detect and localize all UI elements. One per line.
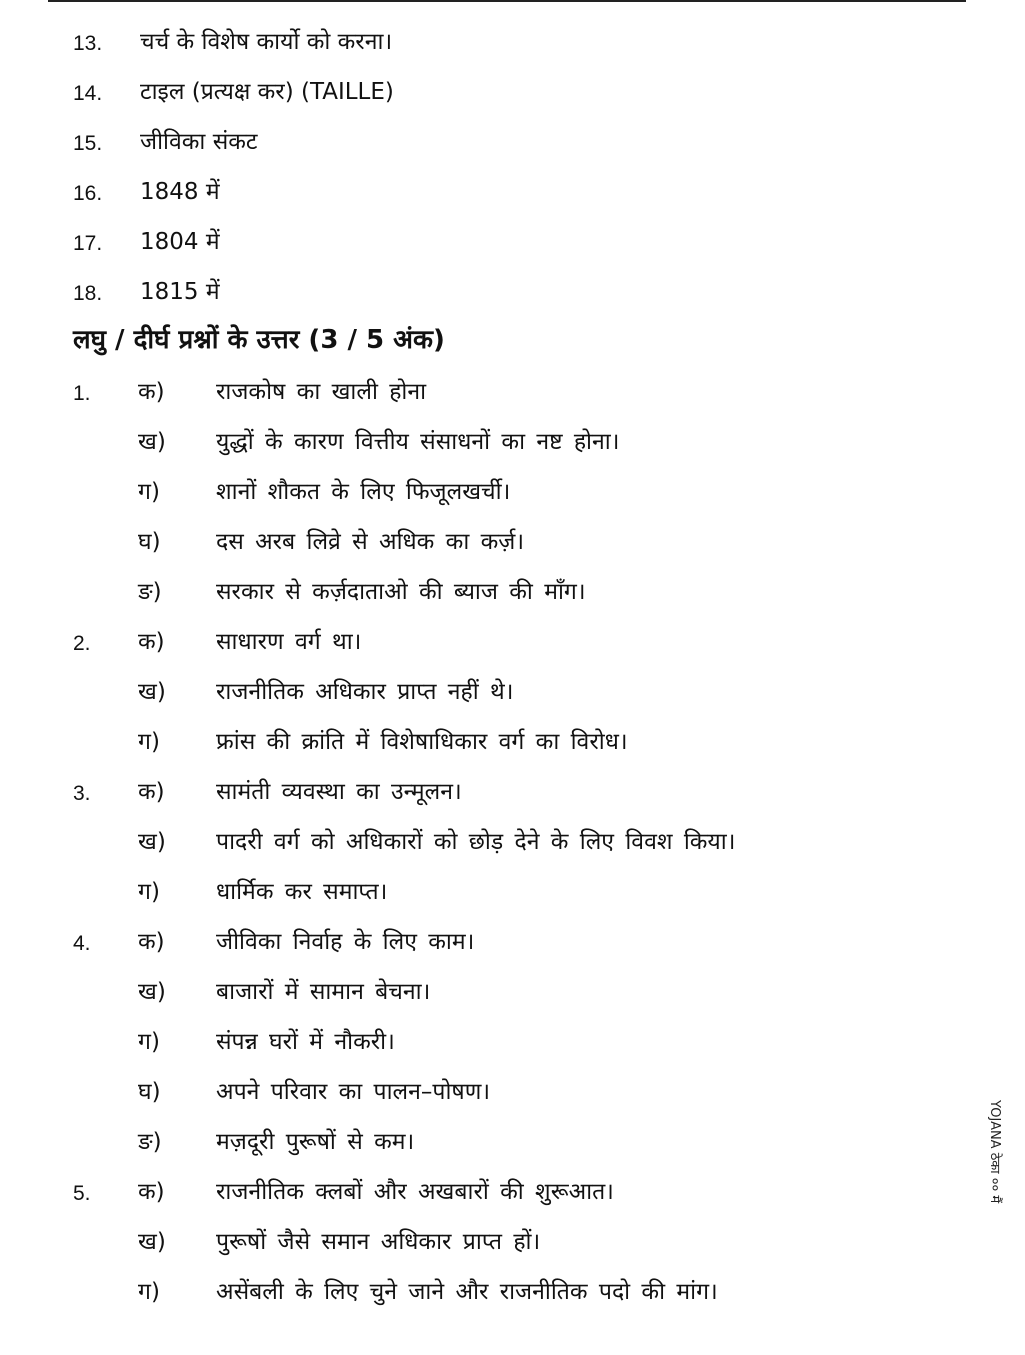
list-item xyxy=(0,22,1025,62)
item-text: चर्च के विशेष कार्यो को करना। xyxy=(140,29,393,55)
sub-text: राजनीतिक क्लबों और अखबारों की शुरूआत। xyxy=(216,1179,614,1205)
sub-label: ख) xyxy=(138,979,166,1005)
sub-label: ख) xyxy=(138,1229,166,1255)
sub-text: दस अरब लिव्रे से अधिक का कर्ज़। xyxy=(216,529,525,555)
sub-text: पुरूषों जैसे समान अधिकार प्राप्त हों। xyxy=(216,1229,541,1255)
sub-text: युद्धों के कारण वित्तीय संसाधनों का नष्ट होना। xyxy=(216,429,620,455)
list-item xyxy=(0,172,1025,212)
answer-number: 3. xyxy=(73,782,91,805)
item-text: 1815 में xyxy=(140,279,220,305)
list-item xyxy=(0,122,1025,162)
sub-text: साधारण वर्ग था। xyxy=(216,629,362,655)
sub-label: क) xyxy=(138,929,165,955)
item-number: 13. xyxy=(73,32,103,55)
sub-label: क) xyxy=(138,779,165,805)
item-number: 18. xyxy=(73,282,103,305)
answer-number: 2. xyxy=(73,632,91,655)
sub-label: ग) xyxy=(138,1279,160,1305)
answer-number: 5. xyxy=(73,1182,91,1205)
sub-text: राजनीतिक अधिकार प्राप्त नहीं थे। xyxy=(216,679,514,705)
sub-text: सरकार से कर्ज़दाताओ की ब्याज की माँग। xyxy=(216,579,586,605)
sub-text: जीविका निर्वाह के लिए काम। xyxy=(216,929,475,955)
item-text: 1848 में xyxy=(140,179,220,205)
sub-text: असेंबली के लिए चुने जाने और राजनीतिक पदो की मांग। xyxy=(216,1279,718,1305)
list-item xyxy=(0,222,1025,262)
answer-row xyxy=(0,472,1025,512)
sub-text: पादरी वर्ग को अधिकारों को छोड़ देने के लिए विवश किया। xyxy=(216,829,736,855)
answer-row xyxy=(0,1222,1025,1262)
item-number: 15. xyxy=(73,132,103,155)
item-text: टाइल (प्रत्यक्ष कर) (TAILLE) xyxy=(140,79,394,105)
sub-label: घ) xyxy=(138,529,161,555)
sub-label: ङ) xyxy=(138,1129,162,1155)
item-text: 1804 में xyxy=(140,229,220,255)
sub-label: क) xyxy=(138,629,165,655)
answer-row xyxy=(0,422,1025,462)
list-item xyxy=(0,272,1025,312)
sub-text: फ्रांस की क्रांति में विशेषाधिकार वर्ग का विरोध। xyxy=(216,729,628,755)
answer-row xyxy=(0,372,1025,412)
sub-label: ख) xyxy=(138,429,166,455)
sub-text: राजकोष का खाली होना xyxy=(216,379,427,405)
answer-row xyxy=(0,772,1025,812)
answer-row xyxy=(0,722,1025,762)
sub-text: अपने परिवार का पालन–पोषण। xyxy=(216,1079,491,1105)
sub-text: धार्मिक कर समाप्त। xyxy=(216,879,388,905)
sub-label: ग) xyxy=(138,879,160,905)
answer-row xyxy=(0,822,1025,862)
sub-text: शानों शौकत के लिए फिजूलखर्ची। xyxy=(216,479,511,505)
sub-label: क) xyxy=(138,379,165,405)
answer-number: 1. xyxy=(73,382,91,405)
answer-row xyxy=(0,622,1025,662)
sub-text: बाजारों में सामान बेचना। xyxy=(216,979,431,1005)
item-text: जीविका संकट xyxy=(140,129,258,155)
list-item xyxy=(0,72,1025,112)
answer-row xyxy=(0,572,1025,612)
answer-row xyxy=(0,922,1025,962)
sub-text: सामंती व्यवस्था का उन्मूलन। xyxy=(216,779,462,805)
sub-label: ग) xyxy=(138,729,160,755)
sub-label: क) xyxy=(138,1179,165,1205)
sub-label: ङ) xyxy=(138,579,162,605)
answer-row xyxy=(0,1072,1025,1112)
answer-row xyxy=(0,972,1025,1012)
sub-label: ख) xyxy=(138,679,166,705)
sub-text: मज़दूरी पुरूषों से कम। xyxy=(216,1129,415,1155)
answer-number: 4. xyxy=(73,932,91,955)
top-rule xyxy=(48,0,966,2)
sub-label: ग) xyxy=(138,1029,160,1055)
answer-row xyxy=(0,1022,1025,1062)
sub-text: संपन्न घरों में नौकरी। xyxy=(216,1029,395,1055)
sub-label: ग) xyxy=(138,479,160,505)
answer-row xyxy=(0,522,1025,562)
sub-label: घ) xyxy=(138,1079,161,1105)
item-number: 16. xyxy=(73,182,103,205)
sub-label: ख) xyxy=(138,829,166,855)
item-number: 17. xyxy=(73,232,103,255)
answer-row xyxy=(0,672,1025,712)
answer-row xyxy=(0,1172,1025,1212)
item-number: 14. xyxy=(73,82,103,105)
answer-row xyxy=(0,1272,1025,1312)
section-heading: लघु / दीर्घ प्रश्नों के उत्तर (3 / 5 अंक) xyxy=(73,325,445,355)
answer-row xyxy=(0,1122,1025,1162)
margin-watermark: YOJANA ठेका ०० मैं xyxy=(987,1100,1002,1204)
answer-row xyxy=(0,872,1025,912)
